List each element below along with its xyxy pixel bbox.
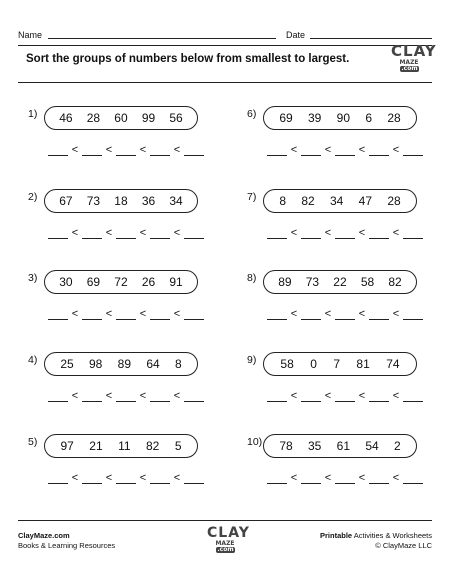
answer-blank[interactable] xyxy=(301,144,321,156)
footer-activities: Activities & Worksheets xyxy=(352,531,432,540)
answer-blank[interactable] xyxy=(82,144,102,156)
answer-blank[interactable] xyxy=(403,144,423,156)
less-than-symbol: < xyxy=(105,390,113,402)
number-value: 11 xyxy=(118,439,131,453)
answer-blank[interactable] xyxy=(184,472,204,484)
number-value: 34 xyxy=(329,194,344,208)
footer-rule xyxy=(18,520,432,521)
answer-row xyxy=(267,390,423,402)
number-value: 22 xyxy=(333,275,347,289)
number-value: 91 xyxy=(169,275,183,289)
footer-tagline: Books & Learning Resources xyxy=(18,541,116,550)
footer-right xyxy=(320,531,432,551)
less-than-symbol: < xyxy=(290,227,298,239)
answer-blank[interactable] xyxy=(82,227,102,239)
instructions: Sort the groups of numbers below from smallest to largest. xyxy=(26,53,350,65)
answer-blank[interactable] xyxy=(82,308,102,320)
answer-blank[interactable] xyxy=(267,227,287,239)
answer-blank[interactable] xyxy=(335,472,355,484)
number-value: 64 xyxy=(146,357,160,371)
problem-number: 8) xyxy=(247,272,257,284)
number-value: 30 xyxy=(59,275,73,289)
number-group xyxy=(44,106,198,130)
answer-blank[interactable] xyxy=(116,472,136,484)
answer-blank[interactable] xyxy=(150,144,170,156)
problem-6 xyxy=(247,106,437,176)
answer-blank[interactable] xyxy=(267,308,287,320)
answer-blank[interactable] xyxy=(369,390,389,402)
problem-number: 9) xyxy=(247,354,257,366)
answer-row xyxy=(267,472,423,484)
answer-row xyxy=(48,144,204,156)
answer-row xyxy=(267,308,423,320)
less-than-symbol: < xyxy=(392,144,400,156)
number-value: 69 xyxy=(279,111,293,125)
answer-blank[interactable] xyxy=(369,472,389,484)
answer-blank[interactable] xyxy=(184,308,204,320)
less-than-symbol: < xyxy=(139,144,147,156)
answer-blank[interactable] xyxy=(369,308,389,320)
footer-printable: Printable xyxy=(320,531,353,540)
answer-blank[interactable] xyxy=(301,472,321,484)
number-group xyxy=(263,189,417,213)
answer-blank[interactable] xyxy=(335,390,355,402)
name-field[interactable] xyxy=(48,38,276,39)
problem-3 xyxy=(28,270,218,340)
number-value: 73 xyxy=(86,194,101,208)
answer-blank[interactable] xyxy=(82,390,102,402)
answer-blank[interactable] xyxy=(403,472,423,484)
answer-blank[interactable] xyxy=(82,472,102,484)
problem-number: 1) xyxy=(28,108,38,120)
number-value: 35 xyxy=(307,439,322,453)
answer-blank[interactable] xyxy=(150,390,170,402)
number-value: 90 xyxy=(336,111,351,125)
footer-copyright: © ClayMaze LLC xyxy=(375,541,432,550)
number-group xyxy=(263,106,417,130)
less-than-symbol: < xyxy=(358,390,366,402)
answer-blank[interactable] xyxy=(48,472,68,484)
answer-blank[interactable] xyxy=(403,227,423,239)
number-group xyxy=(263,270,417,294)
number-value: 61 xyxy=(336,439,351,453)
date-field[interactable] xyxy=(310,38,432,39)
number-value: 97 xyxy=(60,439,74,453)
number-value: 18 xyxy=(114,194,128,208)
problem-9 xyxy=(247,352,437,422)
answer-blank[interactable] xyxy=(116,308,136,320)
number-group xyxy=(44,189,198,213)
less-than-symbol: < xyxy=(139,472,147,484)
number-value: 6 xyxy=(365,111,373,125)
less-than-symbol: < xyxy=(139,390,147,402)
problem-5 xyxy=(28,434,218,504)
less-than-symbol: < xyxy=(173,472,181,484)
answer-blank[interactable] xyxy=(267,390,287,402)
less-than-symbol: < xyxy=(324,227,332,239)
number-value: 47 xyxy=(358,194,373,208)
number-value: 72 xyxy=(114,275,128,289)
less-than-symbol: < xyxy=(105,144,113,156)
number-value: 21 xyxy=(89,439,103,453)
answer-blank[interactable] xyxy=(116,144,136,156)
number-group xyxy=(44,352,198,376)
answer-blank[interactable] xyxy=(403,308,423,320)
number-value: 82 xyxy=(146,439,160,453)
answer-blank[interactable] xyxy=(369,227,389,239)
number-value: 74 xyxy=(386,357,400,371)
less-than-symbol: < xyxy=(71,472,79,484)
date-label: Date xyxy=(286,30,306,40)
number-value: 36 xyxy=(141,194,156,208)
number-value: 28 xyxy=(387,194,401,208)
problem-number: 10) xyxy=(247,436,263,448)
number-value: 28 xyxy=(86,111,101,125)
number-value: 26 xyxy=(141,275,156,289)
number-group xyxy=(263,352,417,376)
answer-blank[interactable] xyxy=(267,144,287,156)
less-than-symbol: < xyxy=(290,144,298,156)
number-value: 39 xyxy=(307,111,322,125)
number-value: 28 xyxy=(387,111,401,125)
answer-row xyxy=(267,227,423,239)
answer-blank[interactable] xyxy=(335,227,355,239)
less-than-symbol: < xyxy=(392,472,400,484)
number-value: 56 xyxy=(169,111,183,125)
footer-left xyxy=(18,531,115,551)
number-value: 0 xyxy=(310,357,317,371)
top-rule xyxy=(18,45,432,46)
number-value: 58 xyxy=(280,357,294,371)
number-value: 7 xyxy=(333,357,340,371)
number-value: 25 xyxy=(60,357,74,371)
answer-blank[interactable] xyxy=(48,144,68,156)
less-than-symbol: < xyxy=(139,308,147,320)
number-value: 98 xyxy=(88,357,103,371)
number-value: 81 xyxy=(356,357,370,371)
footer-site: ClayMaze.com xyxy=(18,531,70,540)
less-than-symbol: < xyxy=(392,308,400,320)
answer-row xyxy=(48,308,204,320)
less-than-symbol: < xyxy=(392,227,400,239)
less-than-symbol: < xyxy=(71,308,79,320)
answer-blank[interactable] xyxy=(267,472,287,484)
less-than-symbol: < xyxy=(105,227,113,239)
problem-2 xyxy=(28,189,218,259)
number-value: 89 xyxy=(117,357,132,371)
answer-blank[interactable] xyxy=(184,390,204,402)
less-than-symbol: < xyxy=(173,308,181,320)
less-than-symbol: < xyxy=(71,390,79,402)
answer-blank[interactable] xyxy=(335,308,355,320)
less-than-symbol: < xyxy=(324,144,332,156)
answer-row xyxy=(48,227,204,239)
less-than-symbol: < xyxy=(324,308,332,320)
number-value: 5 xyxy=(174,439,182,453)
less-than-symbol: < xyxy=(290,390,298,402)
less-than-symbol: < xyxy=(358,308,366,320)
problem-7 xyxy=(247,189,437,259)
number-value: 2 xyxy=(394,439,401,453)
number-value: 69 xyxy=(86,275,101,289)
answer-blank[interactable] xyxy=(301,308,321,320)
less-than-symbol: < xyxy=(173,227,181,239)
instruction-rule xyxy=(18,82,432,83)
problem-4 xyxy=(28,352,218,422)
number-value: 60 xyxy=(114,111,128,125)
name-label: Name xyxy=(18,30,43,40)
number-value: 82 xyxy=(301,194,315,208)
less-than-symbol: < xyxy=(290,308,298,320)
less-than-symbol: < xyxy=(324,472,332,484)
less-than-symbol: < xyxy=(105,308,113,320)
problem-number: 6) xyxy=(247,108,257,120)
less-than-symbol: < xyxy=(358,144,366,156)
number-value: 8 xyxy=(279,194,286,208)
less-than-symbol: < xyxy=(290,472,298,484)
less-than-symbol: < xyxy=(105,472,113,484)
less-than-symbol: < xyxy=(392,390,400,402)
answer-blank[interactable] xyxy=(301,390,321,402)
problem-number: 3) xyxy=(28,272,38,284)
answer-blank[interactable] xyxy=(48,390,68,402)
problem-10 xyxy=(247,434,437,504)
problem-1 xyxy=(28,106,218,176)
number-group xyxy=(263,434,417,458)
number-value: 82 xyxy=(388,275,402,289)
less-than-symbol: < xyxy=(324,390,332,402)
number-value: 99 xyxy=(141,111,156,125)
less-than-symbol: < xyxy=(358,472,366,484)
number-value: 89 xyxy=(278,275,292,289)
less-than-symbol: < xyxy=(71,227,79,239)
problem-number: 4) xyxy=(28,354,38,366)
problem-8 xyxy=(247,270,437,340)
number-value: 67 xyxy=(59,194,73,208)
less-than-symbol: < xyxy=(139,227,147,239)
header-fields xyxy=(18,26,432,40)
answer-blank[interactable] xyxy=(184,144,204,156)
less-than-symbol: < xyxy=(173,144,181,156)
answer-blank[interactable] xyxy=(184,227,204,239)
problem-number: 5) xyxy=(28,436,38,448)
number-value: 58 xyxy=(360,275,375,289)
less-than-symbol: < xyxy=(358,227,366,239)
problem-number: 7) xyxy=(247,191,257,203)
number-value: 78 xyxy=(279,439,293,453)
number-group xyxy=(44,270,198,294)
answer-row xyxy=(267,144,423,156)
answer-blank[interactable] xyxy=(150,227,170,239)
number-group xyxy=(44,434,198,458)
number-value: 46 xyxy=(59,111,73,125)
number-value: 54 xyxy=(365,439,379,453)
number-value: 73 xyxy=(305,275,320,289)
number-value: 8 xyxy=(175,357,182,371)
footer-logo: CLAY MAZE.com xyxy=(207,525,250,553)
problem-number: 2) xyxy=(28,191,38,203)
answer-blank[interactable] xyxy=(116,390,136,402)
claymaze-logo: CLAY MAZE.com xyxy=(391,42,437,72)
answer-blank[interactable] xyxy=(301,227,321,239)
answer-blank[interactable] xyxy=(150,472,170,484)
number-value: 34 xyxy=(169,194,183,208)
answer-blank[interactable] xyxy=(403,390,423,402)
answer-blank[interactable] xyxy=(116,227,136,239)
answer-blank[interactable] xyxy=(150,308,170,320)
answer-blank[interactable] xyxy=(335,144,355,156)
answer-blank[interactable] xyxy=(369,144,389,156)
less-than-symbol: < xyxy=(173,390,181,402)
answer-blank[interactable] xyxy=(48,227,68,239)
less-than-symbol: < xyxy=(71,144,79,156)
answer-row xyxy=(48,390,204,402)
answer-row xyxy=(48,472,204,484)
answer-blank[interactable] xyxy=(48,308,68,320)
